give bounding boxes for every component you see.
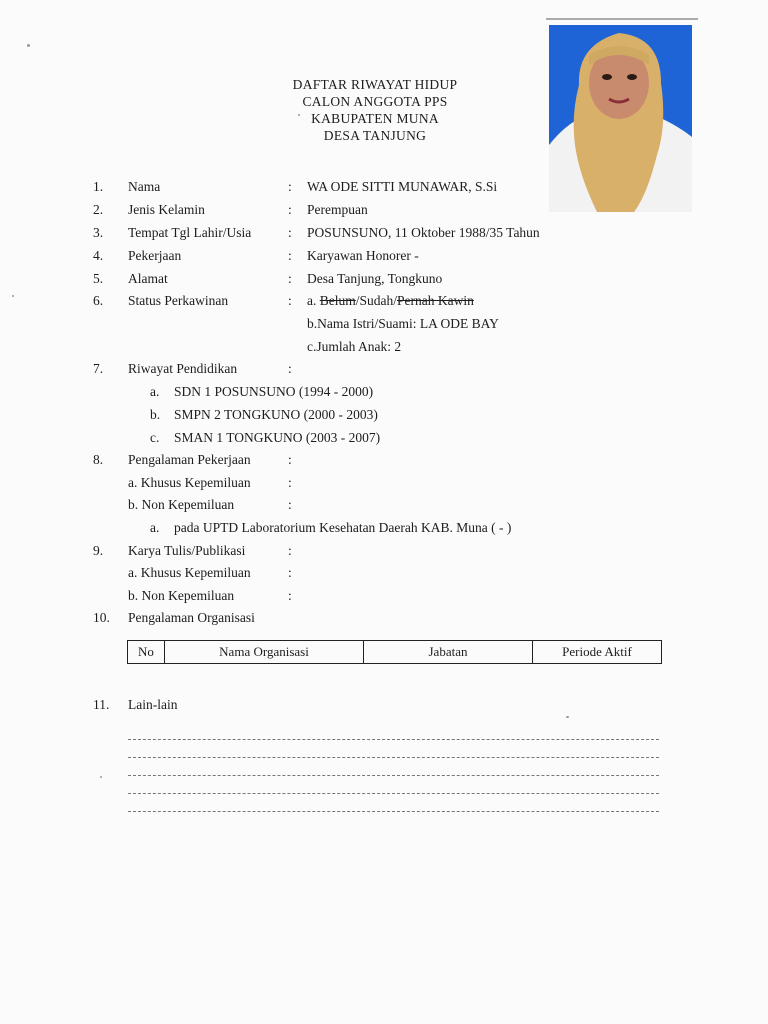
field-value-birth: POSUNSUNO, 11 Oktober 1988/35 Tahun — [307, 225, 540, 240]
colon: : — [288, 497, 292, 512]
field-num: 2. — [93, 202, 104, 217]
scan-speck — [12, 295, 14, 297]
field-label: Pekerjaan — [128, 248, 182, 263]
section-label-other: Lain-lain — [128, 697, 178, 712]
field-num: 3. — [93, 225, 104, 240]
marital-prefix: a. — [307, 293, 317, 308]
marital-spouse: b.Nama Istri/Suami: LA ODE BAY — [307, 316, 499, 331]
work-sub-letter: a. — [150, 520, 160, 535]
section-num: 10. — [93, 610, 110, 625]
section-num: 11. — [93, 697, 110, 712]
colon: : — [288, 543, 292, 558]
section-num: 9. — [93, 543, 104, 558]
scan-speck — [298, 114, 300, 116]
colon: : — [288, 293, 292, 308]
education-letter: b. — [150, 407, 161, 422]
doc-title: DAFTAR RIWAYAT HIDUP — [292, 77, 458, 92]
scan-speck — [566, 716, 569, 718]
field-num: 1. — [93, 179, 104, 194]
dotted-line — [128, 793, 659, 794]
colon: : — [288, 271, 292, 286]
field-value-address: Desa Tanjung, Tongkuno — [307, 271, 443, 286]
work-sub-item: pada UPTD Laboratorium Kesehatan Daerah KAB. Muna ( - ) — [174, 520, 512, 535]
doc-village: DESA TANJUNG — [323, 128, 427, 143]
education-item: SMAN 1 TONGKUNO (2003 - 2007) — [174, 430, 381, 445]
education-item: SMPN 2 TONGKUNO (2000 - 2003) — [174, 407, 378, 422]
field-num: 4. — [93, 248, 104, 263]
marital-sudah: /Sudah/ — [355, 293, 398, 308]
colon: : — [288, 588, 292, 603]
field-label: Status Perkawinan — [128, 293, 229, 308]
org-col-period: Periode Aktif — [533, 641, 662, 664]
field-value-gender: Perempuan — [307, 202, 368, 217]
colon: : — [288, 248, 292, 263]
education-letter: c. — [150, 430, 160, 445]
marital-struck-belum: Belum — [319, 293, 356, 308]
field-label: Nama — [128, 179, 161, 194]
field-label: Alamat — [128, 271, 168, 286]
marital-children: c.Jumlah Anak: 2 — [307, 339, 402, 354]
marital-struck-pernah: Pernah Kawin — [397, 293, 474, 308]
colon: : — [288, 179, 292, 194]
publications-non-electoral: b. Non Kepemiluan — [128, 588, 235, 603]
work-electoral: a. Khusus Kepemiluan — [128, 475, 251, 490]
org-col-name: Nama Organisasi — [165, 641, 364, 664]
field-label: Tempat Tgl Lahir/Usia — [128, 225, 252, 240]
field-num: 5. — [93, 271, 104, 286]
org-col-position: Jabatan — [364, 641, 533, 664]
dotted-line — [128, 739, 659, 740]
colon: : — [288, 361, 292, 376]
section-label-education: Riwayat Pendidikan — [128, 361, 238, 376]
colon: : — [288, 225, 292, 240]
colon: : — [288, 475, 292, 490]
section-label-publications: Karya Tulis/Publikasi — [128, 543, 246, 558]
section-label-work: Pengalaman Pekerjaan — [128, 452, 251, 467]
section-num: 7. — [93, 361, 104, 376]
marital-option-a — [307, 294, 474, 308]
colon: : — [288, 452, 292, 467]
section-num: 8. — [93, 452, 104, 467]
education-item: SDN 1 POSUNSUNO (1994 - 2000) — [174, 384, 374, 399]
photo-top-edge — [546, 18, 698, 20]
dotted-line — [128, 775, 659, 776]
field-value-name: WA ODE SITTI MUNAWAR, S.Si — [307, 179, 498, 194]
doc-subtitle: CALON ANGGOTA PPS — [302, 94, 448, 109]
scan-speck — [100, 776, 102, 778]
work-non-electoral: b. Non Kepemiluan — [128, 497, 235, 512]
dotted-line — [128, 811, 659, 812]
colon: : — [288, 565, 292, 580]
colon: : — [288, 202, 292, 217]
doc-regency: KABUPATEN MUNA — [311, 111, 439, 126]
scan-speck — [27, 44, 30, 47]
field-value-job: Karyawan Honorer - — [307, 248, 419, 263]
field-num: 6. — [93, 293, 104, 308]
field-label: Jenis Kelamin — [128, 202, 205, 217]
publications-electoral: a. Khusus Kepemiluan — [128, 565, 251, 580]
dotted-line — [128, 757, 659, 758]
passport-photo — [549, 25, 692, 212]
section-label-organization: Pengalaman Organisasi — [128, 610, 255, 625]
education-letter: a. — [150, 384, 160, 399]
org-col-no: No — [128, 641, 165, 664]
organization-table — [127, 640, 662, 664]
